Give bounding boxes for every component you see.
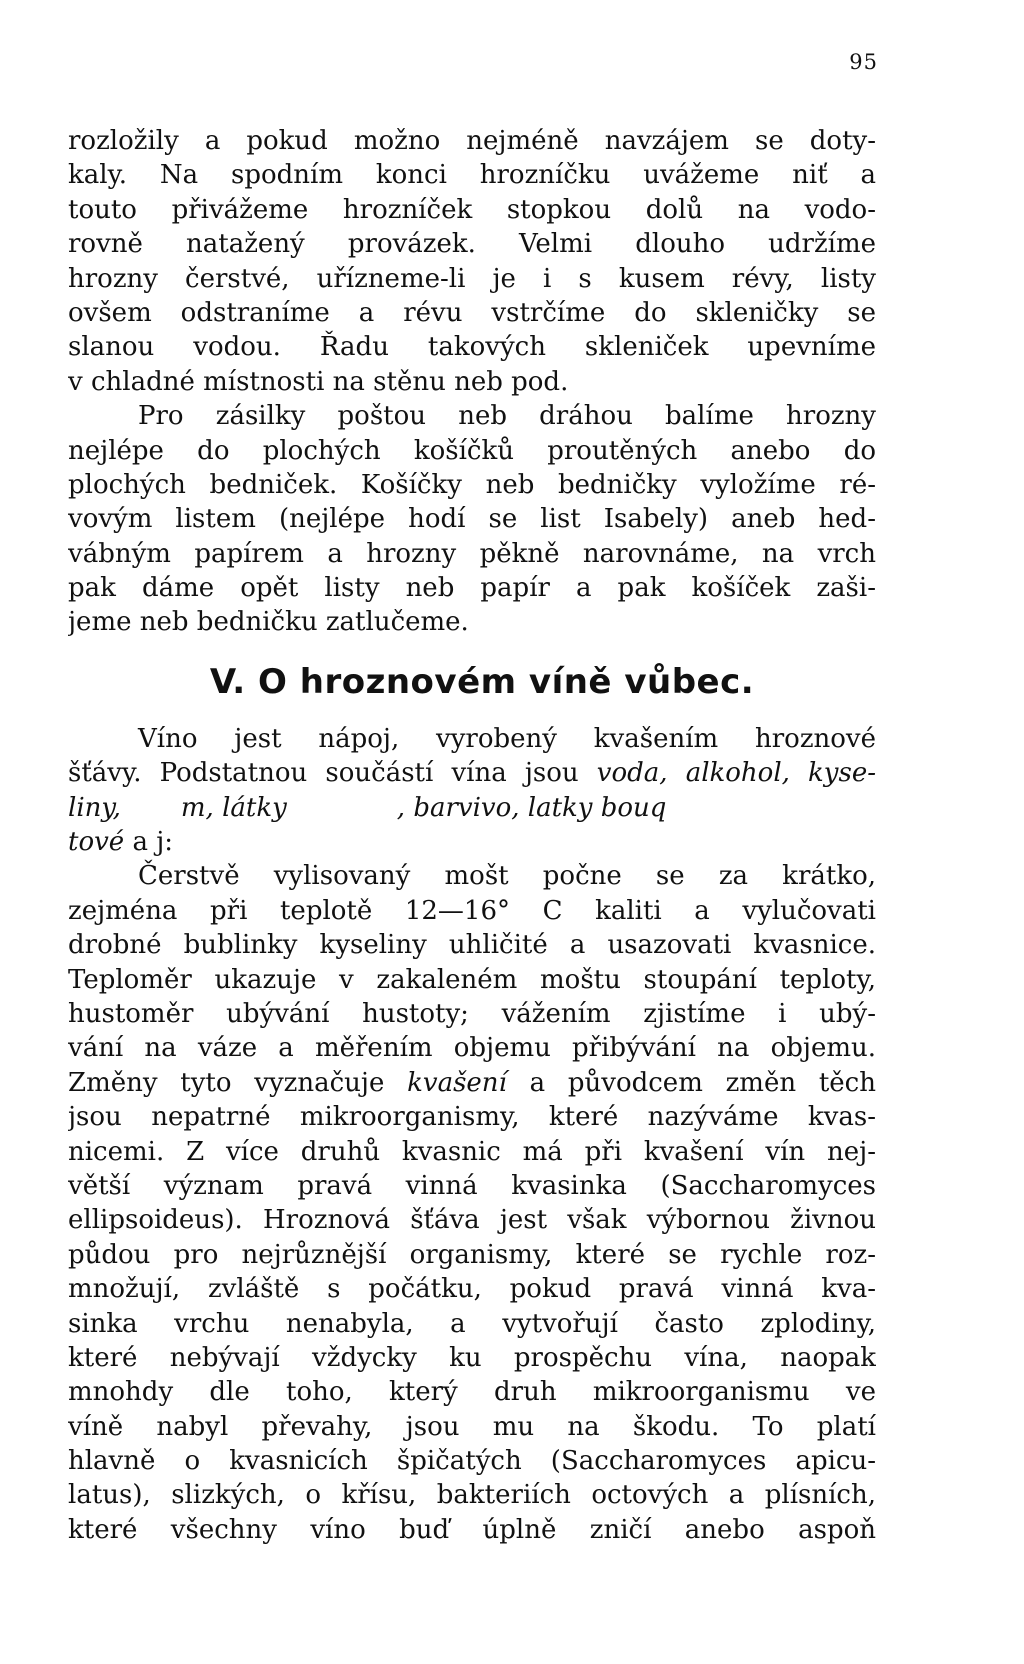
- text-span: a j:: [124, 827, 174, 858]
- text-line: kaly. Na spodním konci hrozníčku uvážeme niť a: [68, 160, 876, 191]
- italic-text: liny,: [68, 792, 121, 823]
- text-line: ovšem odstraníme a révu vstrčíme do skleničky se: [68, 297, 876, 328]
- paragraph-2: [68, 399, 876, 640]
- text-span: šťávy. Podstatnou součástí vína jsou: [68, 758, 597, 789]
- text-line: Čerstvě vylisovaný mošt počne se za krátko,: [138, 861, 876, 892]
- text-line: mnohdy dle toho, který druh mikroorganismu ve: [68, 1377, 876, 1408]
- text-line: rozložily a pokud možno nejméně navzájem se doty-: [68, 126, 876, 156]
- text-line: [68, 1066, 876, 1100]
- text-line: zejména při teplotě 12—16° C kaliti a vylučovati: [68, 895, 876, 926]
- text-line: víně nabyl převahy, jsou mu na škodu. To platí: [68, 1411, 876, 1442]
- page-number: 95: [849, 50, 878, 74]
- text-line: půdou pro nejrůznější organismy, které se rychle roz-: [68, 1239, 876, 1270]
- text-line: vábným papírem a hrozny pěkně narovnáme, na vrch: [68, 538, 876, 569]
- text-line: jeme neb bedničku zatlučeme.: [68, 607, 469, 638]
- text-line: jsou nepatrné mikroorganismy, které nazýváme kvas-: [68, 1102, 876, 1133]
- italic-text: tové: [68, 827, 125, 858]
- italic-text: kvašení: [407, 1067, 507, 1098]
- text-line: ellipsoideus). Hroznová šťáva jest však výbornou živnou: [68, 1205, 876, 1236]
- paragraph-4: [68, 859, 876, 1547]
- text-line: hrozny čerstvé, uřízneme-li je i s kusem révy, listy: [68, 263, 876, 294]
- text-line: vání na váze a měřením objemu přibývání na objemu.: [68, 1033, 876, 1064]
- text-line: latus), slizkých, o křísu, bakteriích octových a plísních,: [68, 1480, 876, 1511]
- text-line: rovně natažený provázek. Velmi dlouho udržíme: [68, 229, 876, 260]
- paragraph-3: [68, 722, 876, 860]
- italic-text: m, látky: [180, 792, 287, 823]
- text-line: sinka vrchu nenabyla, a vytvořují často zplodiny,: [68, 1308, 876, 1339]
- text-line: [68, 756, 876, 790]
- text-line: touto přivážeme hrozníček stopkou dolů na vodo-: [68, 194, 876, 225]
- text-line: [68, 825, 876, 859]
- text-line: nicemi. Z více druhů kvasnic má při kvašení vín nej-: [68, 1136, 876, 1167]
- text-line: slanou vodou. Řadu takových skleniček upevníme: [68, 332, 876, 363]
- text-line: plochých bedniček. Košíčky neb bedničky vyložíme ré-: [68, 469, 876, 500]
- text-line: hlavně o kvasnicích špičatých (Saccharomyces apicu-: [68, 1446, 876, 1477]
- italic-text: voda, alkohol, kyse-: [596, 758, 876, 789]
- text-span: a původcem změn těch: [506, 1067, 876, 1098]
- text-line: vovým listem (nejlépe hodí se list Isabely) aneb hed-: [68, 504, 876, 535]
- section-heading: V. O hroznovém víně vůbec.: [209, 661, 755, 702]
- text-line: Teploměr ukazuje v zakaleném moštu stoupání teploty,: [68, 964, 876, 995]
- page-text: [68, 124, 876, 1547]
- text-line: Pro zásilky poštou neb dráhou balíme hrozny: [138, 401, 876, 432]
- text-line: které všechny víno buď úplně zničí anebo aspoň: [68, 1514, 876, 1545]
- text-line: drobné bublinky kyseliny uhličité a usazovati kvasnice.: [68, 930, 876, 961]
- paragraph-1: [68, 124, 876, 399]
- text-line: množují, zvláště s počátku, pokud pravá vinná kva-: [68, 1274, 876, 1305]
- text-line: Víno jest nápoj, vyrobený kvašením hroznové: [138, 723, 876, 754]
- text-line: nejlépe do plochých košíčků proutěných anebo do: [68, 435, 876, 466]
- text-line: hustoměr ubývání hustoty; vážením zjistíme i ubý-: [68, 998, 876, 1029]
- text-line: pak dáme opět listy neb papír a pak košíček zaši-: [68, 573, 876, 604]
- italic-text: , barvivo, latky bouq: [396, 792, 667, 823]
- text-span: Změny tyto vyznačuje: [68, 1067, 408, 1098]
- text-line: [68, 791, 876, 825]
- text-line: v chladné místnosti na stěnu neb pod.: [68, 366, 569, 397]
- text-line: větší význam pravá vinná kvasinka (Saccharomyces: [68, 1170, 876, 1201]
- text-line: které nebývají vždycky ku prospěchu vína, naopak: [68, 1342, 876, 1373]
